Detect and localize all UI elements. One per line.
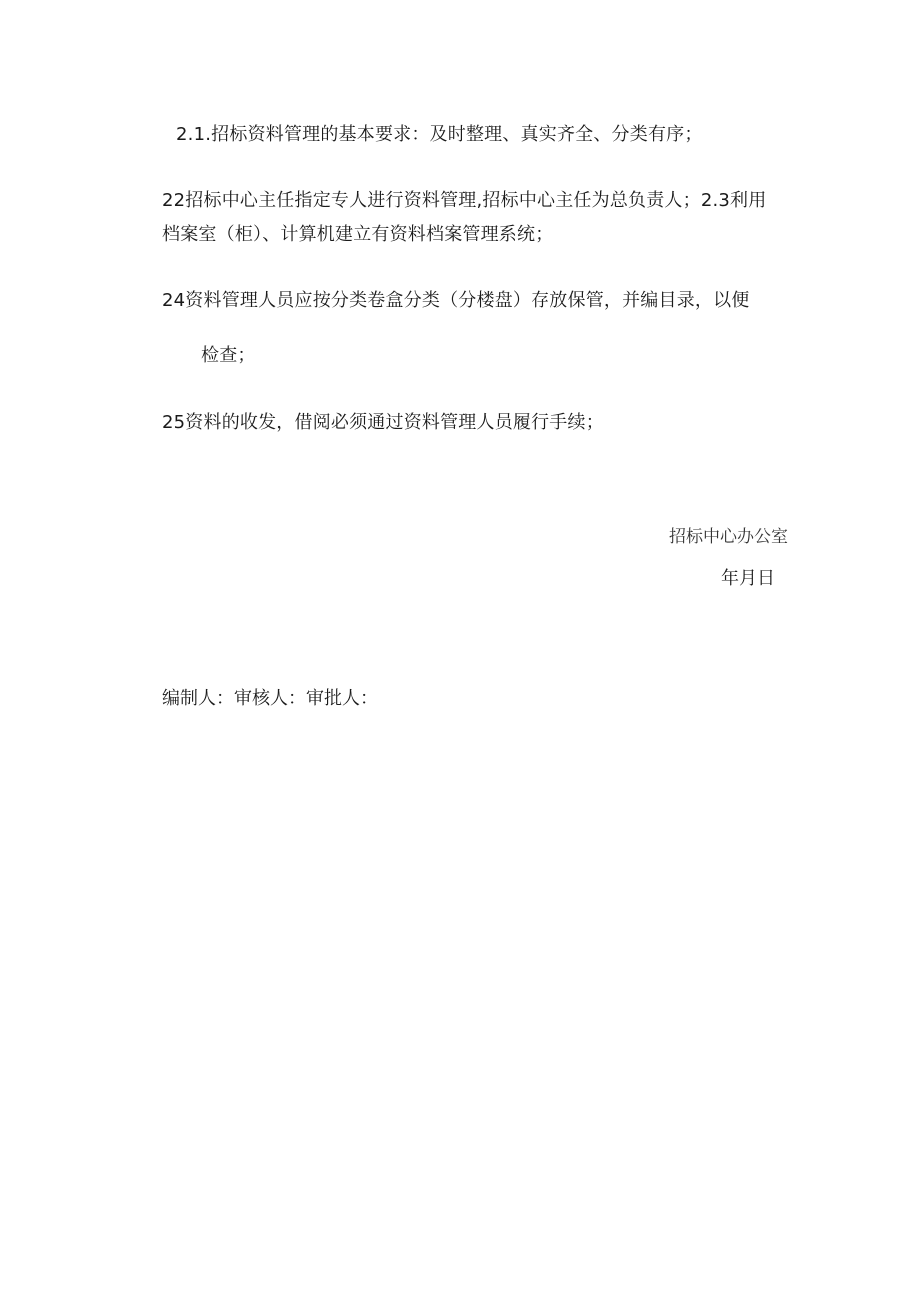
date-line: 年月日 — [721, 568, 775, 589]
item-2-4-continuation: 检查； — [201, 345, 256, 366]
item-2-3-archive-system: 档案室（柜）、计算机建立有资料档案管理系统； — [162, 224, 554, 245]
signoff-line: 编制人：审核人：审批人： — [162, 688, 378, 709]
item-2-4-storage-classification: 24资料管理人员应按分类卷盒分类（分楼盘）存放保管，并编目录，以便 — [162, 290, 750, 311]
item-2-1-basic-requirements: 2.1.招标资料管理的基本要求：及时整理、真实齐全、分类有序； — [176, 124, 703, 145]
issuing-office: 招标中心办公室 — [669, 527, 788, 547]
item-2-2-responsible-person: 22招标中心主任指定专人进行资料管理,招标中心主任为总负责人；2.3利用 — [162, 190, 767, 211]
item-2-5-borrowing-procedure: 25资料的收发，借阅必须通过资料管理人员履行手续； — [162, 412, 604, 433]
